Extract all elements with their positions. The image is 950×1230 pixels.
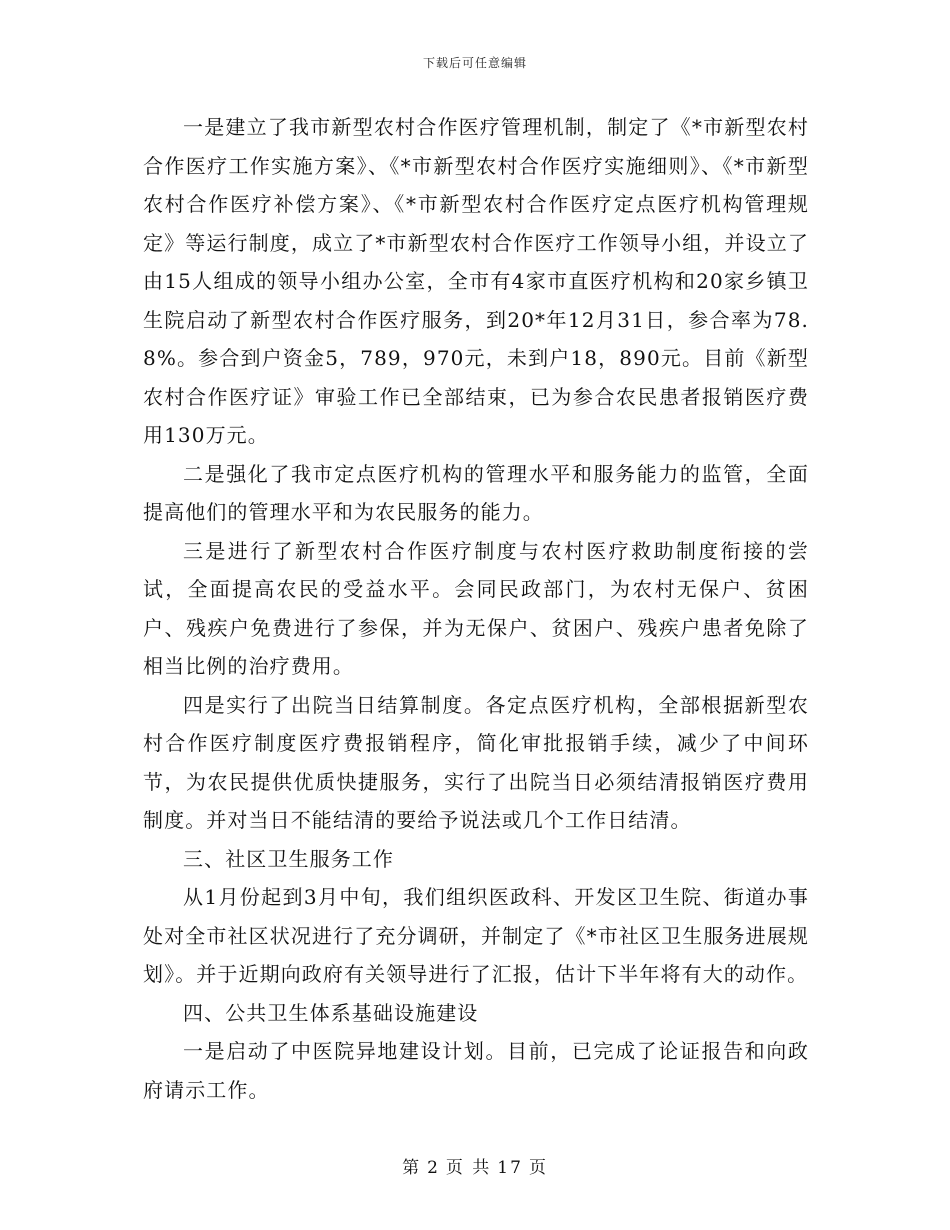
page-header-note: 下载后可任意编辑 bbox=[422, 56, 527, 70]
paragraph-community-survey: 从1月份起到3月中旬，我们组织医政科、开发区卫生院、街道办事处对全市社区状况进行了充分调研，并制定了《*市社区卫生服务进展规划》。并于近期向政府有关领导进行了汇报，估计下半年将有大的动作。 bbox=[143, 885, 809, 986]
footer-middle: 页 共 bbox=[445, 1158, 492, 1178]
section-heading-community-health: 三、社区卫生服务工作 bbox=[183, 846, 394, 871]
paragraph-ncms-mechanism: 一是建立了我市新型农村合作医疗管理机制，制定了《*市新型农村合作医疗工作实施方案》、《*市新型农村合作医疗实施细则》、《*市新型农村合作医疗补偿方案》、《*市新型农村合作医疗定点医疗机构管理规定》等运行制度，成立了*市新型农村合作医疗工作领导小组，并设立了由15人组成的领导小组办公室，全市有4家市直医疗机构和20家乡镇卫生院启动了新型农村合作医疗服务，到20*年12月31日，参合率为78.8%。参合到户资金5，789，970元，未到户18，890元。目前《新型农村合作医疗证》审验工作已全部结束，已为参合农民患者报销医疗费用130万元。 bbox=[143, 115, 809, 447]
paragraph-tcm-hospital-relocation: 一是启动了中医院异地建设计划。目前，已完成了论证报告和向政府请示工作。 bbox=[143, 1039, 809, 1102]
footer-suffix: 页 bbox=[528, 1158, 548, 1178]
document-body bbox=[143, 108, 809, 1109]
footer-prefix: 第 bbox=[402, 1158, 422, 1178]
section-heading-public-health-infrastructure: 四、公共卫生体系基础设施建设 bbox=[183, 1000, 479, 1025]
paragraph-medical-assistance: 三是进行了新型农村合作医疗制度与农村医疗救助制度衔接的尝试，全面提高农民的受益水平。会同民政部门，为农村无保户、贫困户、残疾户免费进行了参保，并为无保户、贫困户、残疾户患者免除了相当比例的治疗费用。 bbox=[143, 538, 809, 678]
footer-current-page: 2 bbox=[427, 1158, 440, 1178]
paragraph-same-day-settlement: 四是实行了出院当日结算制度。各定点医疗机构，全部根据新型农村合作医疗制度医疗费报销程序，简化审批报销手续，减少了中间环节，为农民提供优质快捷服务，实行了出院当日必须结清报销医疗费用制度。并对当日不能结清的要给予说法或几个工作日结清。 bbox=[143, 692, 809, 832]
paragraph-supervision: 二是强化了我市定点医疗机构的管理水平和服务能力的监管，全面提高他们的管理水平和为农民服务的能力。 bbox=[143, 461, 809, 524]
footer-total-pages: 17 bbox=[497, 1158, 523, 1178]
page-number-footer bbox=[0, 1153, 950, 1178]
